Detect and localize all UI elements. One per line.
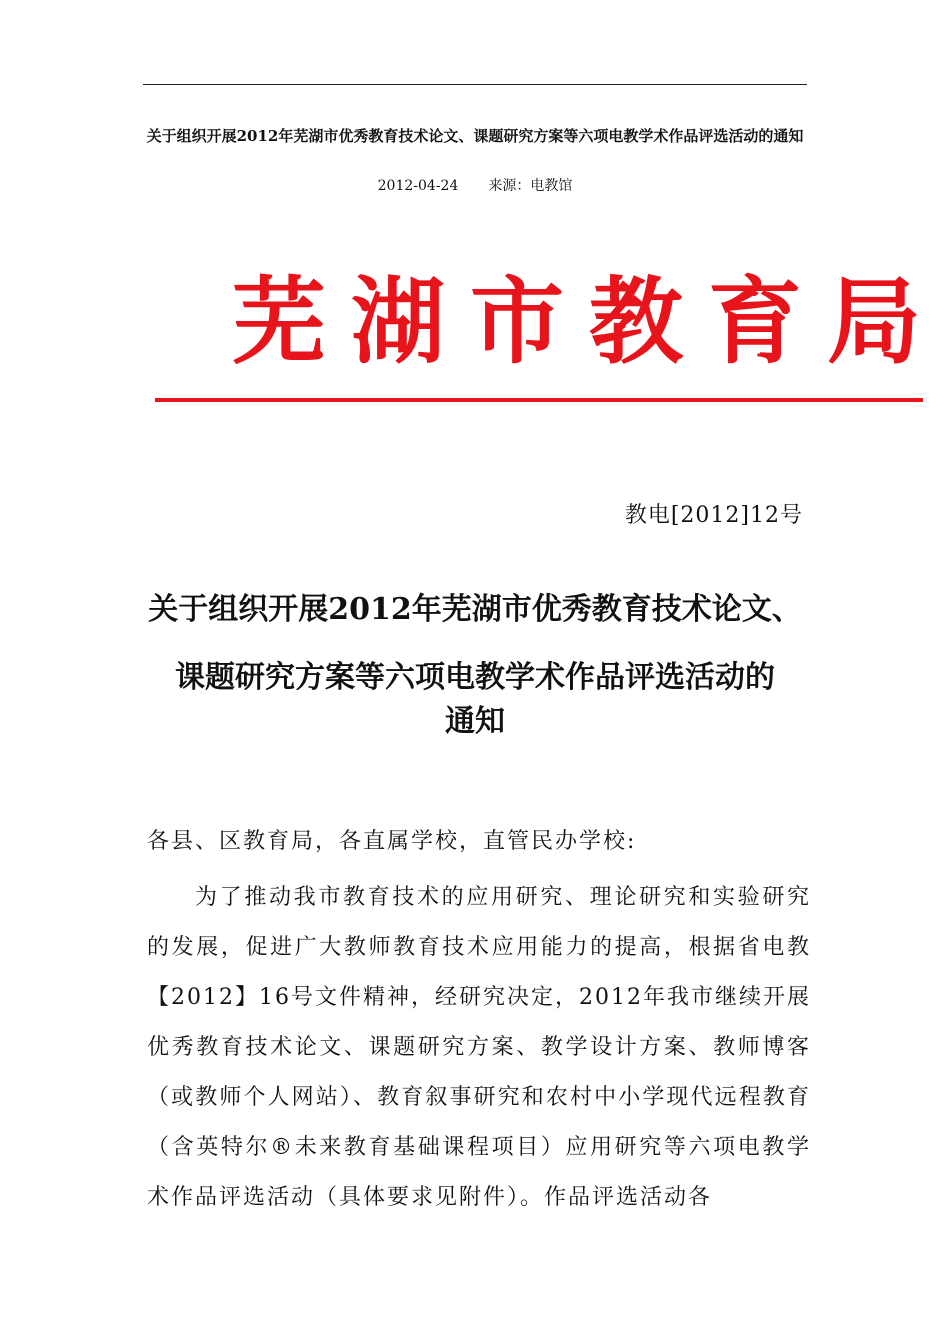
document-title — [120, 588, 830, 744]
letterhead-bureau-name: 芜湖市教育局 — [232, 268, 947, 377]
header-divider — [143, 84, 807, 85]
source-label: 来源：电教馆 — [488, 178, 573, 194]
body-paragraph: 为了推动我市教育技术的应用研究、理论研究和实验研究的发展，促进广大教师教育技术应用能力的提高，根据省电教【2012】16号文件精神，经研究决定，2012年我市继续开展优秀教育技术论文、课题研究方案、教学设计方案、教师博客（或教师个人网站）、教育叙事研究和农村中小学现代远程教育（含英特尔®未来教育基础课程项目）应用研究等六项电教学术作品评选活动（具体要求见附件）。作品评选活动各 — [147, 885, 811, 1210]
page-header-title: 关于组织开展2012年芜湖市优秀教育技术论文、课题研究方案等六项电教学术作品评选活动的通知 — [146, 127, 804, 145]
document-title-line-2: 课题研究方案等六项电教学术作品评选活动的 — [175, 660, 775, 695]
publish-date: 2012-04-24 — [377, 178, 459, 194]
document-title-line-1: 关于组织开展2012年芜湖市优秀教育技术论文、 — [148, 592, 802, 627]
document-title-line-3: 通知 — [445, 704, 505, 739]
document-number: 教电[2012]12号 — [624, 503, 803, 528]
letterhead-red-rule — [155, 398, 923, 402]
salutation: 各县、区教育局，各直属学校，直管民办学校: — [147, 829, 637, 854]
page-header-meta — [130, 176, 820, 196]
